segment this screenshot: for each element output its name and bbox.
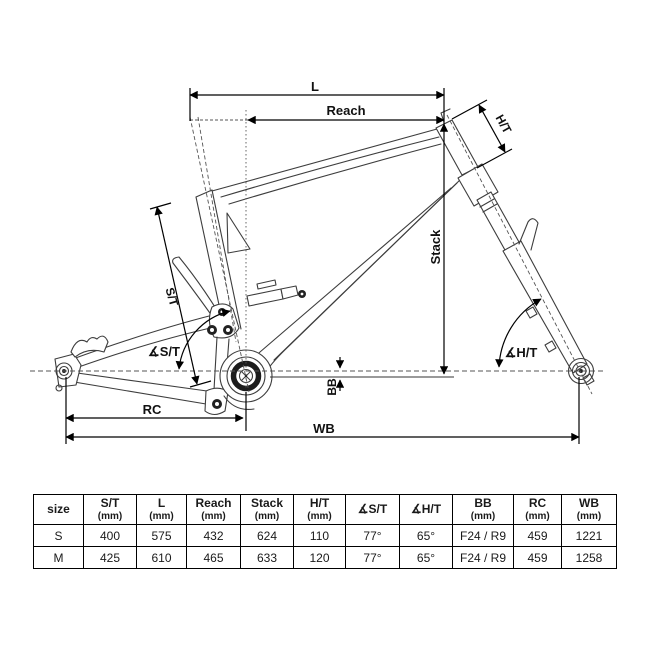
table-cell: 65°	[400, 547, 453, 569]
column-header-ht: H/T (mm)	[294, 495, 346, 525]
table-cell: 77°	[346, 547, 400, 569]
table-cell: 1221	[562, 525, 617, 547]
column-header-reach: Reach (mm)	[187, 495, 241, 525]
label-angle-ht: ∡H/T	[504, 345, 538, 360]
column-header-stack: Stack (mm)	[241, 495, 294, 525]
table-cell: 459	[514, 547, 562, 569]
gusset	[227, 213, 250, 253]
table-cell: 425	[84, 547, 137, 569]
table-cell: 624	[241, 525, 294, 547]
header-row	[34, 495, 617, 525]
label-l: L	[311, 79, 319, 94]
column-header-size: size	[34, 495, 84, 525]
table-cell: 432	[187, 525, 241, 547]
table-row-size-s	[34, 525, 617, 547]
table-cell: 65°	[400, 525, 453, 547]
label-angle-st: ∡S/T	[148, 344, 180, 359]
table-cell: M	[34, 547, 84, 569]
table-cell: 610	[137, 547, 187, 569]
label-st: S/T	[162, 285, 182, 308]
column-header-bb: BB (mm)	[453, 495, 514, 525]
table-cell: 633	[241, 547, 294, 569]
table-cell: S	[34, 525, 84, 547]
shock-body	[247, 289, 283, 306]
table-cell: 459	[514, 525, 562, 547]
dimension-lines	[66, 88, 579, 444]
table-cell: 77°	[346, 525, 400, 547]
column-header-angle-ht: ∡H/T	[400, 495, 453, 525]
geometry-table	[33, 494, 617, 569]
label-wb: WB	[313, 421, 335, 436]
table-cell: 575	[137, 525, 187, 547]
frame-drawing	[55, 109, 594, 415]
label-rc: RC	[142, 402, 162, 417]
table-cell: F24 / R9	[453, 547, 514, 569]
table-cell: 110	[294, 525, 346, 547]
column-header-rc: RC (mm)	[514, 495, 562, 525]
column-header-l: L (mm)	[137, 495, 187, 525]
chainstay	[70, 372, 207, 391]
head-tube	[436, 120, 478, 175]
table-row-size-m	[34, 547, 617, 569]
label-stack: Stack	[428, 229, 443, 265]
table-cell: F24 / R9	[453, 525, 514, 547]
column-header-wb: WB (mm)	[562, 495, 617, 525]
table-cell: 1258	[562, 547, 617, 569]
label-ht: H/T	[492, 112, 515, 136]
label-reach: Reach	[326, 103, 366, 118]
column-header-st: S/T (mm)	[84, 495, 137, 525]
table-cell: 465	[187, 547, 241, 569]
table-cell: 400	[84, 525, 137, 547]
label-bb: BB	[325, 378, 339, 396]
table-cell: 120	[294, 547, 346, 569]
column-header-angle-st: ∡S/T	[346, 495, 400, 525]
seatstay-bridge	[71, 336, 108, 357]
